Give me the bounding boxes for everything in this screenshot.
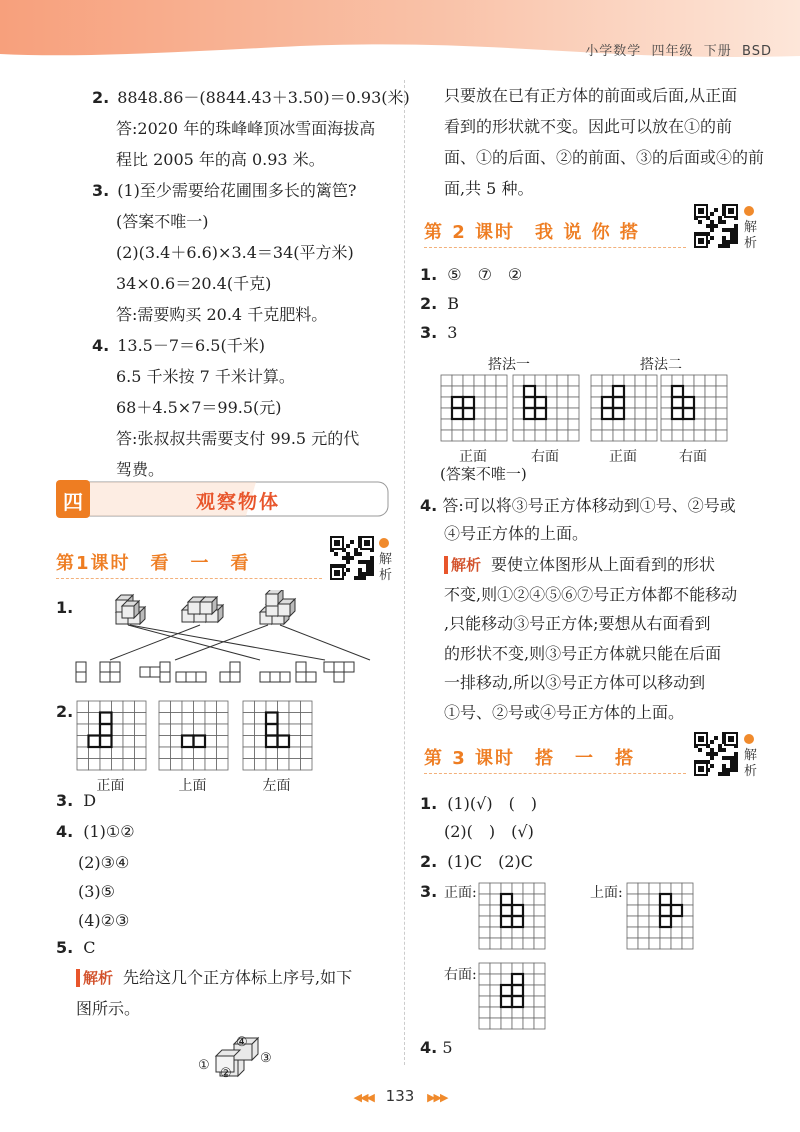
cube-label-4: ④ [236, 1035, 248, 1050]
grid-caption: 左面 [262, 778, 291, 794]
answer-text: D [83, 791, 97, 810]
view-grid-front [76, 700, 147, 771]
answer-line [116, 274, 271, 294]
next-arrows-icon[interactable]: ▶▶▶ [427, 1091, 447, 1104]
answer-text: 程比 2005 年的高 0.93 米。 [116, 150, 325, 169]
q4-number: 4. [420, 496, 438, 515]
view-grid-right [478, 962, 546, 1030]
analysis-line [444, 614, 710, 634]
header-text: 小学数学 四年级 下册 BSD [585, 44, 772, 59]
q3-label-right: 右面: [444, 967, 477, 983]
answer-text: 答:张叔叔共需要支付 99.5 元的代 [116, 429, 360, 448]
q3-label-top: 上面: [590, 885, 623, 901]
unit-banner [56, 480, 390, 518]
answer-text: C [83, 938, 96, 957]
answer-text: (4)②③ [78, 911, 130, 930]
q4-final-answer: 5 [442, 1038, 453, 1057]
answer-line [78, 853, 129, 873]
question-number: 3. [92, 181, 110, 200]
question-number: 3. [420, 882, 438, 901]
analysis-text: ,只能移动③号正方体;要想从右面看到 [444, 614, 711, 633]
view-grid-top [158, 700, 229, 771]
answer-text: 13.5－7＝6.5(千米) [117, 336, 265, 355]
answer-text: 驾费。 [116, 460, 165, 479]
lesson2-underline [424, 247, 686, 248]
answer-text: ⑤ ⑦ ② [447, 265, 523, 284]
answer-line [444, 822, 534, 842]
q3-label-front: 正面: [444, 885, 477, 901]
view-grid-method1-right [512, 374, 580, 442]
q2-number: 2. [56, 702, 74, 721]
answer-text: (3)⑤ [78, 882, 116, 901]
question-number: 3. [56, 791, 74, 810]
grid-caption: 上面 [178, 778, 207, 794]
answer-line [420, 852, 533, 872]
answer-line [78, 911, 129, 931]
analysis-tag: 解析 [76, 969, 117, 987]
answer-text: 6.5 千米按 7 千米计算。 [116, 367, 295, 386]
view-grid-method1-front [440, 374, 508, 442]
answer-line [116, 429, 359, 449]
answer-text: 答:需要购买 20.4 千克肥料。 [116, 305, 328, 324]
play-icon[interactable] [379, 538, 389, 548]
continued-text-line: 面、①的后面、②的前面、③的后面或④的前 [444, 148, 765, 167]
cube-figure [196, 1026, 286, 1078]
q5-analysis-line2: 图所示。 [76, 999, 141, 1018]
qr-code-icon[interactable] [330, 536, 374, 580]
matching-figure [70, 590, 390, 690]
answer-text: 68＋4.5×7＝99.5(元) [116, 398, 282, 417]
answer-text: (1)①② [83, 822, 135, 841]
answer-line [78, 882, 115, 902]
page-number: 133 [385, 1087, 415, 1105]
answer-text: 8848.86－(8844.43＋3.50)＝0.93(米) [117, 88, 410, 107]
answer-text: (1)至少需要给花圃围多长的篱笆? [117, 181, 357, 200]
view-grid-top [626, 882, 694, 950]
grid-caption: 正面 [96, 778, 125, 794]
answer-line [116, 150, 325, 170]
question-number: 4. [56, 822, 74, 841]
play-icon[interactable] [744, 734, 754, 744]
grid-caption: 正面 [459, 449, 487, 465]
question-number: 5. [56, 938, 74, 957]
answer-text: (2)(3.4＋6.6)×3.4＝34(平方米) [116, 243, 354, 262]
answer-line [116, 460, 164, 480]
page-footer [0, 1087, 800, 1105]
answer-text: 答:2020 年的珠峰峰顶冰雪面海拔高 [116, 119, 376, 138]
answer-line [116, 212, 209, 232]
analysis-tag: 解析 [444, 556, 485, 574]
answer-line [116, 398, 282, 418]
q1-number: 1. [56, 598, 74, 617]
answer-text: 3 [447, 323, 458, 342]
qr-label: 解析 [744, 748, 758, 779]
question-number: 2. [420, 852, 438, 871]
analysis-line [444, 644, 721, 664]
answer-text: (2)( ) (√) [444, 822, 534, 841]
answer-line [116, 305, 327, 325]
answer-line [116, 367, 295, 387]
analysis-text: 一排移动,所以③号正方体可以移动到 [444, 673, 706, 692]
lesson3-underline [424, 773, 686, 774]
qr-code-icon[interactable] [694, 204, 738, 248]
qr-label: 解析 [744, 220, 758, 251]
grid-caption: 右面 [679, 449, 707, 465]
q5-analysis-line1: 先给这几个正方体标上序号,如下 [123, 968, 353, 987]
answer-line [116, 243, 354, 263]
continued-text-line: 只要放在已有正方体的前面或后面,从正面 [444, 86, 738, 105]
view-grid-method2-right [660, 374, 728, 442]
question-number: 4. [92, 336, 110, 355]
answer-text: (答案不唯一) [116, 212, 209, 231]
answer-line [92, 88, 410, 108]
method-label-1: 搭法一 [488, 357, 530, 373]
answer-line [92, 181, 356, 201]
cube-label-2: ② [220, 1066, 232, 1078]
analysis-line [444, 555, 715, 575]
analysis-text: 不变,则①②④⑤⑥⑦号正方体都不能移动 [444, 584, 738, 604]
play-icon[interactable] [744, 206, 754, 216]
analysis-line [444, 703, 684, 723]
answer-line [56, 822, 135, 842]
answer-text: (1)(√) ( ) [447, 794, 538, 813]
grid-caption: 正面 [609, 449, 637, 465]
analysis-line [444, 673, 705, 693]
cube-label-3: ③ [260, 1051, 272, 1066]
q4-line1: 答:可以将③号正方体移动到①号、②号或 [442, 496, 736, 515]
answer-line [56, 938, 95, 958]
view-grid-method2-front [590, 374, 658, 442]
answer-text: (2)③④ [78, 853, 130, 872]
answer-line [56, 791, 96, 811]
answer-line [420, 294, 459, 314]
answer-line [92, 336, 265, 356]
answer-line [420, 323, 457, 343]
lesson1-underline [56, 578, 322, 579]
question-number: 1. [420, 265, 438, 284]
question-number: 3. [420, 323, 438, 342]
answer-note: (答案不唯一) [440, 465, 527, 483]
answer-text: 34×0.6＝20.4(千克) [116, 274, 272, 293]
cube-label-1: ① [198, 1058, 210, 1073]
analysis-text: ①号、②号或④号正方体的上面。 [444, 702, 685, 722]
answer-line [420, 265, 522, 285]
lesson2-title: 第 2 课时 我 说 你 搭 [424, 222, 640, 243]
q4-line2: ④号正方体的上面。 [444, 524, 589, 543]
analysis-line [444, 585, 737, 605]
answer-text: B [447, 294, 459, 313]
continued-text-line: 面,共 5 种。 [444, 179, 534, 198]
analysis-text: 的形状不变,则③号正方体就只能在后面 [444, 643, 722, 663]
answer-line [116, 119, 375, 139]
q4-final-number: 4. [420, 1038, 438, 1057]
qr-label: 解析 [379, 552, 393, 583]
question-number: 2. [420, 294, 438, 313]
unit-number: 四 [63, 490, 83, 514]
question-number: 1. [420, 794, 438, 813]
answer-line [420, 794, 537, 814]
qr-code-icon[interactable] [694, 732, 738, 776]
lesson3-title: 第 3 课时 搭 一 搭 [424, 748, 636, 769]
continued-text-line: 看到的形状就不变。因此可以放在①的前 [444, 117, 733, 136]
answer-text: (1)C (2)C [447, 852, 534, 871]
grid-caption: 右面 [531, 449, 559, 465]
view-grid-left [242, 700, 313, 771]
method-label-2: 搭法二 [640, 357, 682, 373]
column-divider [404, 80, 405, 1065]
question-number: 2. [92, 88, 110, 107]
view-grid-front [478, 882, 546, 950]
lesson1-title: 第1课时 看 一 看 [56, 553, 251, 574]
prev-arrows-icon[interactable]: ◀◀◀ [353, 1091, 373, 1104]
analysis-text: 要使立体图形从上面看到的形状 [491, 555, 716, 574]
unit-title: 观察物体 [196, 491, 281, 513]
